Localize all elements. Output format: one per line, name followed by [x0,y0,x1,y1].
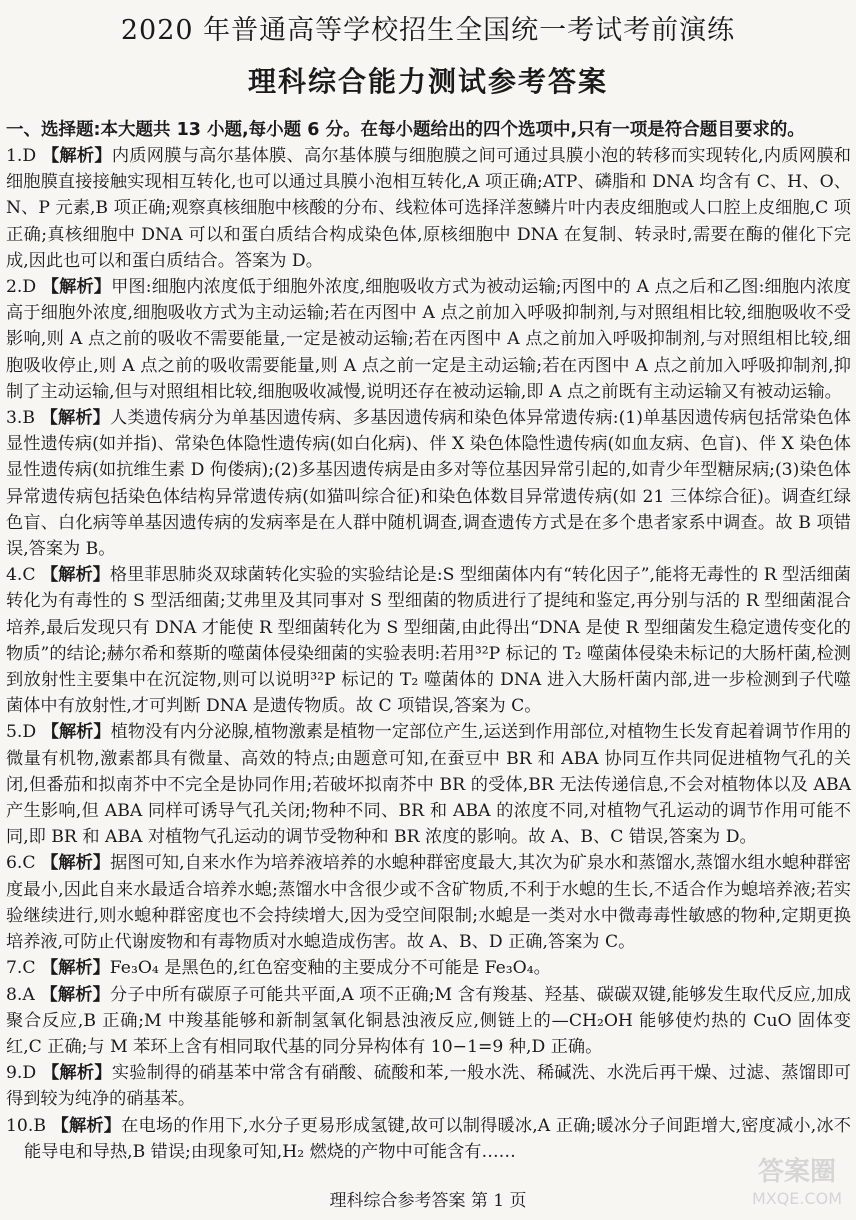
answer-item: 6.C 【解析】据图可知,自来水作为培养液培养的水螅种群密度最大,其次为矿泉水和蒸馏水,蒸馏水组水螅种群密度最小,因此自来水最适合培养水螅;蒸馏水中含很少或不含矿物质,不利于水螅的生长,不适合作为螅培养液;若实验继续进行,则水螅种群密度也不会持续增大,因为受空间限制;水螅是一类对水中微毒毒性敏感的物种,定期更换培养液,可防止代谢废物和有毒物质对水螅造成伤害。故 A、B、D 正确,答案为 C。 [6,853,851,953]
answer-item: 9.D 【解析】实验制得的硝基苯中常含有硝酸、硫酸和苯,一般水洗、稀碱洗、水洗后再干燥、过滤、蒸馏即可得到较为纯净的硝基苯。 [6,1063,851,1110]
answer-item: 1.D 【解析】内质网膜与高尔基体膜、高尔基体膜与细胞膜之间可通过具膜小泡的转移而实现转化,内质网膜和细胞膜直接接触实现相互转化,也可以通过具膜小泡相互转化,A 项正确;ATP、磷脂和 DNA 均含有 C、H、O、N、P 元素,B 项正确;观察真核细胞中核酸的分布、线粒体可选择洋葱鳞片叶内表皮细胞或人口腔上皮细胞,C 项正确;真核细胞中 DNA 可以和蛋白质结合构成染色体,原核细胞中 DNA 在复制、转录时,需要在酶的催化下完成,因此也可以和蛋白质结合。答案为 D。 [6,146,851,271]
watermark-url: MXQE.COM [751,1189,843,1208]
answer-item: 3.B 【解析】人类遗传病分为单基因遗传病、多基因遗传病和染色体异常遗传病:(1)单基因遗传病包括常染色体显性遗传病(如并指)、常染色体隐性遗传病(如白化病)、伴 X 染色体隐性遗传病(如血友病、色盲)、伴 X 染色体显性遗传病(如抗维生素 D 佝偻病);(2)多基因遗传病是由多对等位基因异常引起的,如青少年型糖尿病;(3)染色体异常遗传病包括染色体结构异常遗传病(如猫叫综合征)和染色体数目异常遗传病(如 21 三体综合征)。调查红绿色盲、白化病等单基因遗传病的发病率是在人群中随机调查,调查遗传方式是在多个患者家系中调查。故 B 项错误,答案为 B。 [6,408,851,560]
watermark-text: 答案圈 [757,1157,837,1187]
answer-item: 5.D 【解析】植物没有内分泌腺,植物激素是植物一定部位产生,运送到作用部位,对植物生长发育起着调节作用的微量有机物,激素都具有微量、高效的特点;由题意可知,在蚕豆中 BR 和 ABA 协同互作共同促进植物气孔的关闭,但番茄和拟南芥中不完全是协同作用;若破坏拟南芥中 BR 的受体,BR 无法传递信息,不会对植物体以及 ABA 产生影响,但 ABA 同样可诱导气孔关闭;物种不同、BR 和 ABA 的浓度不同,对植物气孔运动的调节作用可能不同,即 BR 和 ABA 对植物气孔运动的调节受物种和 BR 浓度的影响。故 A、B、C 错误,答案为 D。 [6,722,851,848]
answers-list [6,143,851,1165]
page-footer: 理科综合参考答案 第 1 页 [329,1191,527,1211]
watermark-logo [742,1150,852,1212]
answer-key-title: 理科综合能力测试参考答案 [247,65,608,98]
answer-item: 10.B 【解析】在电场的作用下,水分子更易形成氢键,故可以制得暖冰,A 正确;暖冰分子间距增大,密度减小,冰不能导电和导热,B 错误;由现象可知,H₂ 燃烧的产物中可能含有…… [6,1115,851,1162]
answer-item: 2.D 【解析】甲图:细胞内浓度低于细胞外浓度,细胞吸收方式为被动运输;丙图中的 A 点之后和乙图:细胞内浓度高于细胞外浓度,细胞吸收方式为主动运输;若在丙图中 A 点之前加入呼吸抑制剂,与对照组相比较,细胞吸收不受影响,则 A 点之前的吸收不需要能量,一定是被动运输;若在丙图中 A 点之前加入呼吸抑制剂,与对照组相比较,细胞吸收停止,则 A 点之前的吸收需要能量,则 A 点之前一定是主动运输;若在丙图中 A 点之前加入呼吸抑制剂,抑制了主动运输,但与对照组相比较,细胞吸收减慢,说明还存在被动运输,即 A 点之前既有主动运输又有被动运输。 [6,277,851,402]
answer-item: 8.A 【解析】分子中所有碳原子可能共平面,A 项不正确;M 含有羧基、羟基、碳碳双键,能够发生取代反应,加成聚合反应,B 正确;M 中羧基能够和新制氢氧化铜悬浊液反应,侧链上的—CH₂OH 能够使灼热的 CuO 固体变红,C 正确;与 M 苯环上含有相同取代基的同分异构体有 10−1=9 种,D 正确。 [6,984,851,1057]
exam-title: 2020 年普通高等学校招生全国统一考试考前演练 [120,15,736,46]
section-heading: 一、选择题:本大题共 13 小题,每小题 6 分。在每小题给出的四个选项中,只有一项是符合题目要求的。 [6,120,805,140]
answer-item: 7.C 【解析】Fe₃O₄ 是黑色的,红色窑变釉的主要成分不可能是 Fe₃O₄。 [6,958,551,979]
answer-item: 4.C 【解析】格里菲思肺炎双球菌转化实验的实验结论是:S 型细菌体内有“转化因子”,能将无毒性的 R 型活细菌转化为有毒性的 S 型活细菌;艾弗里及其同事对 S 型细菌的物质进行了提纯和鉴定,再分别与活的 R 型细菌混合培养,最后发现只有 DNA 才能使 R 型细菌转化为 S 型细菌,由此得出“DNA 是使 R 型细菌发生稳定遗传变化的物质”的结论;赫尔希和蔡斯的噬菌体侵染细菌的实验表明:若用³²P 标记的 T₂ 噬菌体侵染未标记的大肠杆菌,检测到放射性主要集中在沉淀物,则可以说明³²P 标记的 T₂ 噬菌体的 DNA 进入大肠杆菌内部,进一步检测到子代噬菌体中有放射性,才可判断 DNA 是遗传物质。故 C 项错误,答案为 C。 [6,565,851,717]
